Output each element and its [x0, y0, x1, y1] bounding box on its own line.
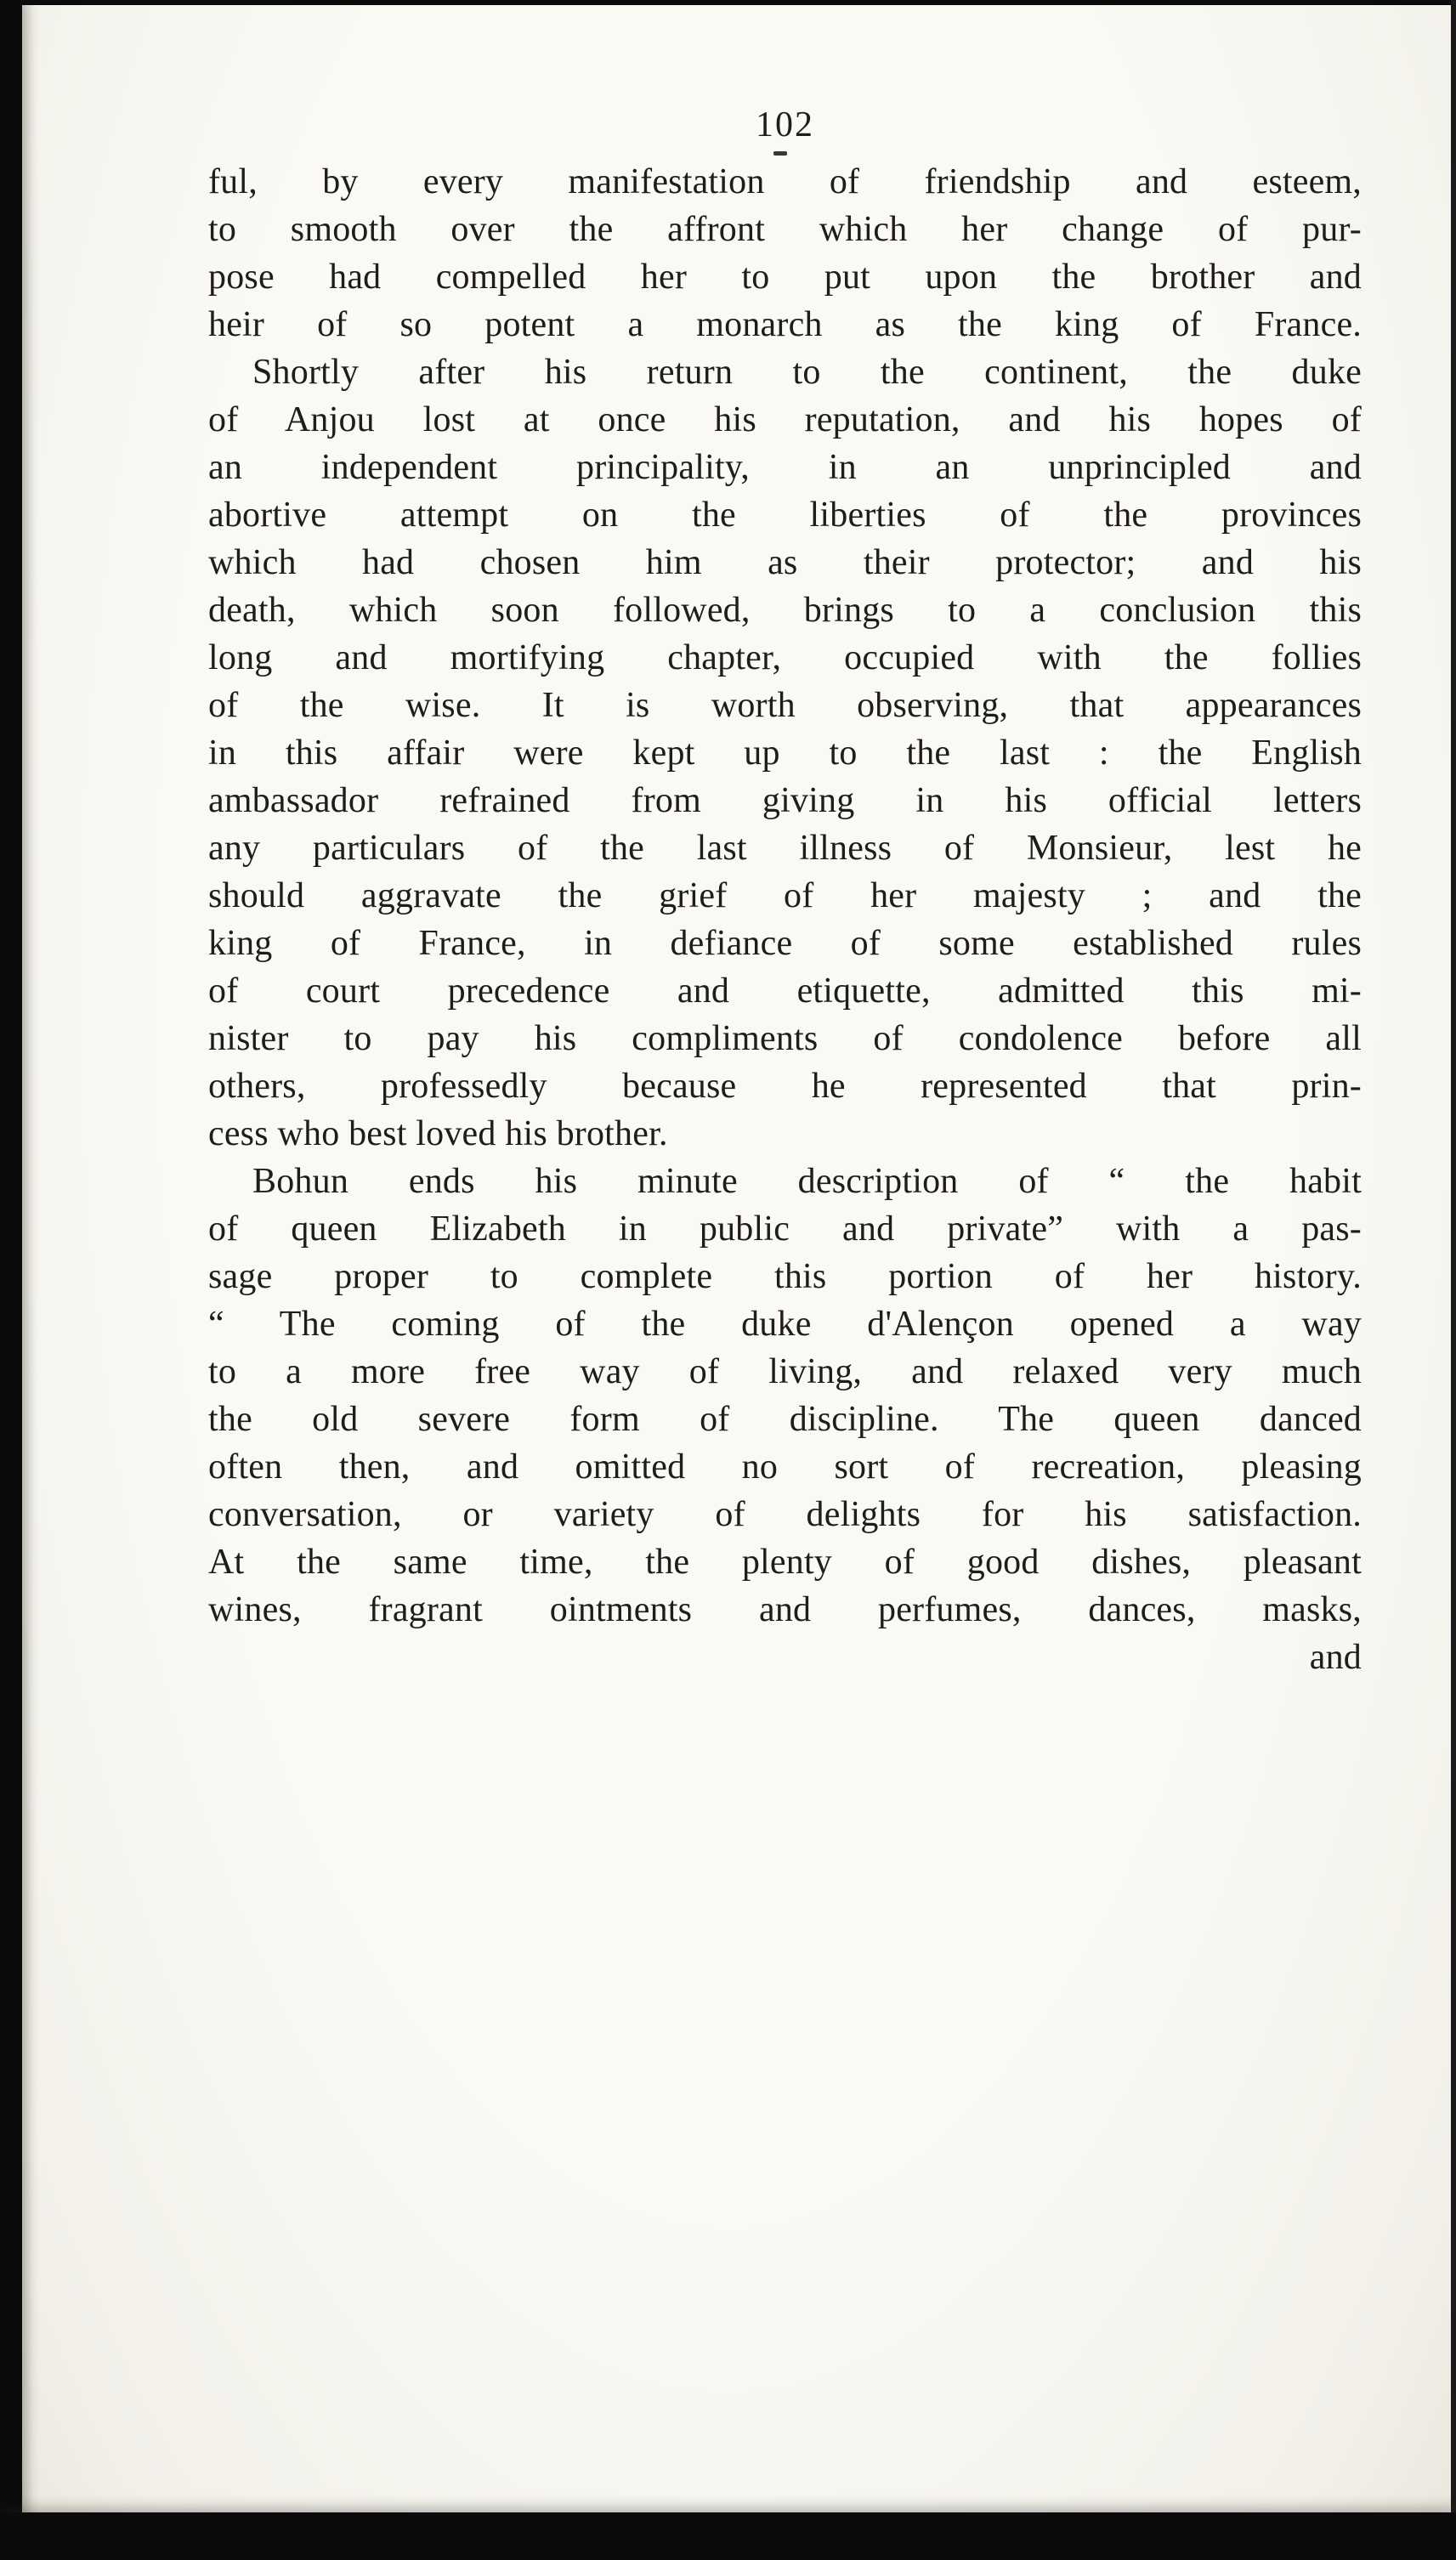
text-line: At the same time, the plenty of good dishes, pleasant: [208, 1543, 1362, 1582]
text-line: which had chosen him as their protector; and his: [208, 543, 1362, 582]
scan-edge-right: [1451, 0, 1456, 2560]
text-line: Shortly after his return to the continent, the duke: [252, 353, 1362, 392]
text-line: others, professedly because he represented that prin-: [208, 1067, 1362, 1106]
text-line: conversation, or variety of delights for his satisfaction.: [208, 1495, 1362, 1534]
text-line: nister to pay his compliments of condolence before all: [208, 1019, 1362, 1058]
text-line: an independent principality, in an unprincipled and: [208, 448, 1362, 487]
text-line: to a more free way of living, and relaxed very much: [208, 1352, 1362, 1391]
text-line: wines, fragrant ointments and perfumes, dances, masks,: [208, 1590, 1362, 1629]
text-line: in this affair were kept up to the last : the English: [208, 733, 1362, 773]
text-line: and: [1309, 1638, 1362, 1677]
text-line: cess who best loved his brother.: [208, 1114, 668, 1153]
text-line: often then, and omitted no sort of recreation, pleasing: [208, 1447, 1362, 1487]
text-line: long and mortifying chapter, occupied with the follies: [208, 638, 1362, 677]
page-number-underscore: [773, 151, 787, 156]
text-line: abortive attempt on the liberties of the provinces: [208, 496, 1362, 535]
text-line: of the wise. It is worth observing, that appearances: [208, 686, 1362, 725]
scan-edge-bottom: [0, 2512, 1456, 2560]
text-line: should aggravate the grief of her majesty ; and the: [208, 876, 1362, 915]
text-line: heir of so potent a monarch as the king of France.: [208, 305, 1362, 344]
text-line: king of France, in defiance of some established rules: [208, 924, 1362, 963]
text-line: ful, by every manifestation of friendship and esteem,: [208, 162, 1362, 201]
text-line: any particulars of the last illness of Monsieur, lest he: [208, 829, 1362, 868]
text-line: “ The coming of the duke d'Alençon opened a way: [208, 1305, 1362, 1344]
page-number: 102: [756, 105, 814, 144]
text-line: of court precedence and etiquette, admitted this mi-: [208, 971, 1362, 1011]
text-line: of queen Elizabeth in public and private” with a pas-: [208, 1209, 1362, 1249]
text-line: ambassador refrained from giving in his official letters: [208, 781, 1362, 820]
scan-edge-top: [0, 0, 1456, 5]
text-line: to smooth over the affront which her change of pur-: [208, 210, 1362, 249]
text-line: of Anjou lost at once his reputation, and his hopes of: [208, 400, 1362, 439]
scan-edge-left: [0, 0, 22, 2560]
text-line: sage proper to complete this portion of her history.: [208, 1257, 1362, 1296]
page-body: [208, 158, 1362, 1681]
text-line: Bohun ends his minute description of “ the habit: [252, 1162, 1362, 1201]
text-line: the old severe form of discipline. The queen danced: [208, 1400, 1362, 1439]
text-line: death, which soon followed, brings to a conclusion this: [208, 591, 1362, 630]
text-line: pose had compelled her to put upon the brother and: [208, 258, 1362, 297]
